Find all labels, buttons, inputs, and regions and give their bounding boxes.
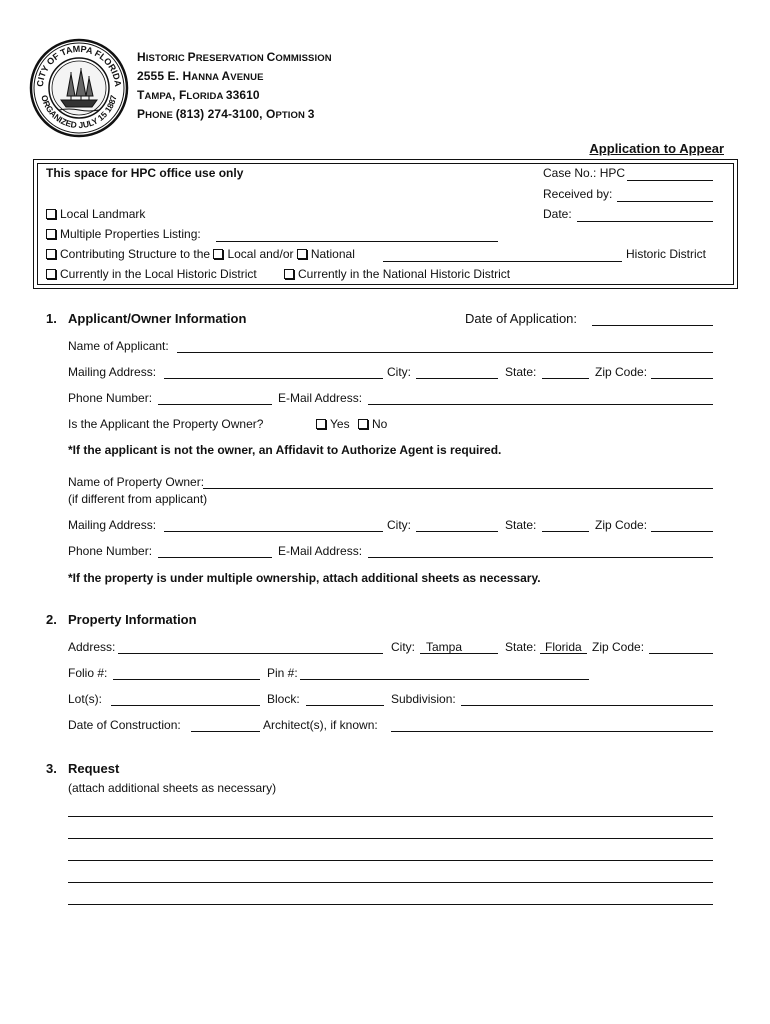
multiple-listing-option[interactable]: Multiple Properties Listing: (46, 227, 201, 241)
section3-title: Request (68, 761, 120, 776)
svg-text:CITY OF TAMPA FLORIDA: CITY OF TAMPA FLORIDA (34, 43, 124, 88)
owner-mailing-address-label: Mailing Address: (68, 518, 157, 532)
date-of-application-label: Date of Application: (465, 311, 578, 326)
current-national-checkbox[interactable] (284, 269, 294, 279)
owner-city-field[interactable] (416, 531, 498, 532)
lots-label: Lot(s): (68, 692, 103, 706)
property-city-value: Tampa (426, 640, 463, 654)
section2-number: 2. (46, 612, 57, 627)
name-of-owner-field[interactable] (203, 488, 713, 489)
historic-district-label: Historic District (626, 247, 706, 261)
is-owner-question: Is the Applicant the Property Owner? (68, 417, 264, 431)
local-landmark-checkbox[interactable] (46, 209, 56, 219)
owner-email-field[interactable] (368, 557, 713, 558)
current-local-checkbox[interactable] (46, 269, 56, 279)
property-address-label: Address: (68, 640, 116, 654)
request-line[interactable] (68, 860, 713, 861)
property-zip-field[interactable] (649, 653, 713, 654)
section3-number: 3. (46, 761, 57, 776)
owner-zip-field[interactable] (651, 531, 713, 532)
pin-label: Pin #: (267, 666, 298, 680)
owner-zip-label: Zip Code: (595, 518, 648, 532)
svg-text:ORGANIZED JULY 15 1887: ORGANIZED JULY 15 1887 (39, 93, 119, 131)
contributing-national-checkbox[interactable] (297, 249, 307, 259)
name-of-applicant-label: Name of Applicant: (68, 339, 169, 353)
property-state-label: State: (505, 640, 537, 654)
contributing-checkbox[interactable] (46, 249, 56, 259)
applicant-phone-field[interactable] (158, 404, 272, 405)
name-of-owner-label: Name of Property Owner: (68, 475, 205, 489)
applicant-zip-field[interactable] (651, 378, 713, 379)
district-name-field[interactable] (383, 261, 622, 262)
office-date-label: Date: (543, 207, 572, 221)
applicant-zip-label: Zip Code: (595, 365, 648, 379)
affidavit-note: *If the applicant is not the owner, an Affidavit to Authorize Agent is required. (68, 443, 502, 457)
contributing-structure-row: Contributing Structure to the Local and/or National (46, 247, 355, 261)
applicant-phone-label: Phone Number: (68, 391, 153, 405)
block-field[interactable] (306, 705, 384, 706)
received-by-field[interactable] (617, 201, 713, 202)
request-line[interactable] (68, 882, 713, 883)
date-construction-label: Date of Construction: (68, 718, 181, 732)
is-owner-no-option[interactable]: No (358, 417, 387, 431)
applicant-email-label: E-Mail Address: (278, 391, 363, 405)
if-different-note: (if different from applicant) (68, 492, 208, 506)
section2-title: Property Information (68, 612, 197, 627)
lots-field[interactable] (111, 705, 260, 706)
applicant-city-label: City: (387, 365, 411, 379)
org-name: HISTORIC PRESERVATION COMMISSION (137, 50, 332, 64)
folio-label: Folio #: (68, 666, 108, 680)
date-of-application-field[interactable] (592, 325, 713, 326)
current-local-option[interactable]: Currently in the Local Historic District (46, 267, 257, 281)
applicant-email-field[interactable] (368, 404, 713, 405)
contributing-local-checkbox[interactable] (213, 249, 223, 259)
is-owner-no-checkbox[interactable] (358, 419, 368, 429)
org-address: 2555 E. HANNA AVENUE (137, 69, 264, 83)
office-heading: This space for HPC office use only (46, 166, 244, 180)
local-landmark-option[interactable]: Local Landmark (46, 207, 145, 221)
form-title: Application to Appear (589, 141, 724, 156)
name-of-applicant-field[interactable] (177, 352, 713, 353)
is-owner-yes-checkbox[interactable] (316, 419, 326, 429)
multiple-listing-field[interactable] (216, 241, 498, 242)
current-national-option[interactable]: Currently in the National Historic District (284, 267, 510, 281)
pin-field[interactable] (300, 679, 589, 680)
owner-phone-label: Phone Number: (68, 544, 153, 558)
is-owner-yes-option[interactable]: Yes (316, 417, 350, 431)
request-line[interactable] (68, 838, 713, 839)
property-city-label: City: (391, 640, 415, 654)
applicant-state-field[interactable] (542, 378, 589, 379)
architect-label: Architect(s), if known: (263, 718, 378, 732)
block-label: Block: (267, 692, 300, 706)
case-no-label: Case No.: HPC (543, 166, 626, 180)
section1-number: 1. (46, 311, 57, 326)
property-state-value: Florida (545, 640, 582, 654)
date-construction-field[interactable] (191, 731, 260, 732)
applicant-state-label: State: (505, 365, 537, 379)
architect-field[interactable] (391, 731, 713, 732)
multiple-ownership-note: *If the property is under multiple ownership, attach additional sheets as necessary. (68, 571, 541, 585)
property-address-field[interactable] (118, 653, 383, 654)
request-line[interactable] (68, 904, 713, 905)
org-city: TAMPA, FLORIDA 33610 (137, 88, 260, 102)
received-by-label: Received by: (543, 187, 613, 201)
subdivision-field[interactable] (461, 705, 713, 706)
owner-state-label: State: (505, 518, 537, 532)
city-seal-logo (29, 38, 129, 138)
property-zip-label: Zip Code: (592, 640, 645, 654)
org-phone: PHONE (813) 274-3100, OPTION 3 (137, 107, 315, 121)
applicant-mailing-address-field[interactable] (164, 378, 383, 379)
applicant-city-field[interactable] (416, 378, 498, 379)
case-no-field[interactable] (627, 180, 713, 181)
subdivision-label: Subdivision: (391, 692, 456, 706)
owner-phone-field[interactable] (158, 557, 272, 558)
request-line[interactable] (68, 816, 713, 817)
owner-mailing-address-field[interactable] (164, 531, 383, 532)
owner-email-label: E-Mail Address: (278, 544, 363, 558)
owner-state-field[interactable] (542, 531, 589, 532)
multiple-listing-checkbox[interactable] (46, 229, 56, 239)
owner-city-label: City: (387, 518, 411, 532)
applicant-mailing-address-label: Mailing Address: (68, 365, 157, 379)
section3-note: (attach additional sheets as necessary) (68, 781, 277, 795)
section1-title: Applicant/Owner Information (68, 311, 247, 326)
folio-field[interactable] (113, 679, 260, 680)
office-date-field[interactable] (577, 221, 713, 222)
